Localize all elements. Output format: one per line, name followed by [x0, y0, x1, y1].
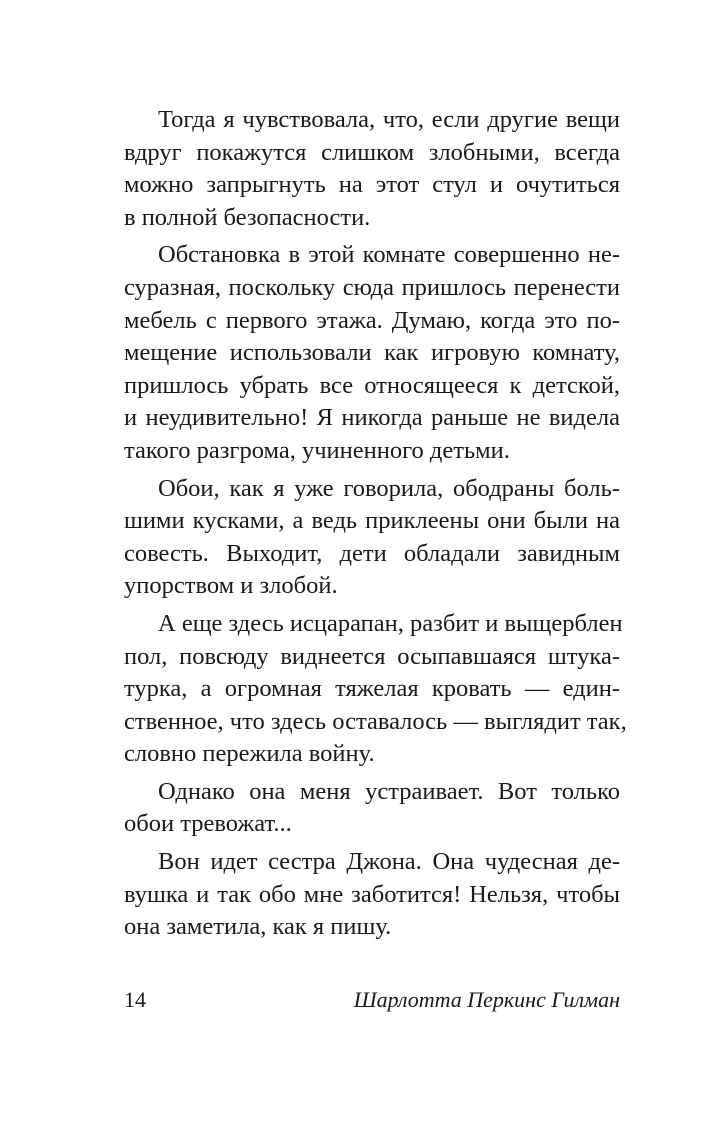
paragraph: [124, 104, 620, 234]
text-line: совесть. Выходит, дети обладали завидным: [124, 539, 620, 567]
text-line: упорством и злобой.: [124, 572, 338, 600]
text-line: турка, а огромная тяжелая кровать — един-: [124, 675, 620, 703]
text-line: пришлось убрать все относящееся к детской,: [124, 371, 620, 399]
text-line: А еще здесь исцарапан, разбит и выщерблен: [158, 609, 623, 637]
paragraph: [124, 473, 620, 603]
page-footer: [124, 984, 620, 1016]
text-line: пол, повсюду виднеется осыпавшаяся штука-: [124, 642, 620, 670]
page-number: 14: [124, 987, 146, 1012]
text-line: Обои, как я уже говорила, ободраны боль-: [158, 474, 620, 502]
text-line: Обстановка в этой комнате совершенно не-: [158, 241, 620, 269]
text-line: вушка и так обо мне заботится! Нельзя, чтобы: [124, 880, 620, 908]
text-line: мещение использовали как игровую комнату,: [124, 339, 620, 367]
text-line: Вон идет сестра Джона. Она чудесная де-: [158, 848, 620, 876]
text-line: Однако она меня устраивает. Вот только: [158, 777, 620, 805]
text-line: ственное, что здесь оставалось — выглядит так,: [124, 707, 627, 735]
text-line: шими кусками, а ведь приклеены они были на: [124, 507, 620, 535]
text-line: Тогда я чувствовала, что, если другие вещи: [158, 106, 620, 133]
page-body: [124, 104, 627, 944]
text-line: словно пережила войну.: [124, 740, 375, 768]
running-footer-author: Шарлотта Перкинс Гилман: [353, 987, 620, 1012]
text-line: вдруг покажутся слишком злобными, всегда: [124, 138, 620, 166]
text-line: такого разгрома, учиненного детьми.: [124, 436, 510, 464]
paragraph: [124, 846, 620, 944]
paragraph: [124, 608, 627, 771]
text-line: и неудивительно! Я никогда раньше не видела: [124, 404, 620, 432]
text-line: в полной безопасности.: [124, 203, 371, 231]
text-line: обои тревожат...: [124, 810, 292, 838]
text-line: мебель с первого этажа. Думаю, когда это по-: [124, 306, 620, 334]
paragraph: [124, 776, 620, 841]
text-line: суразная, поскольку сюда пришлось перенести: [124, 273, 620, 301]
text-line: она заметила, как я пишу.: [124, 913, 392, 941]
paragraph: [124, 239, 620, 467]
text-line: можно запрыгнуть на этот стул и очутиться: [124, 171, 620, 199]
